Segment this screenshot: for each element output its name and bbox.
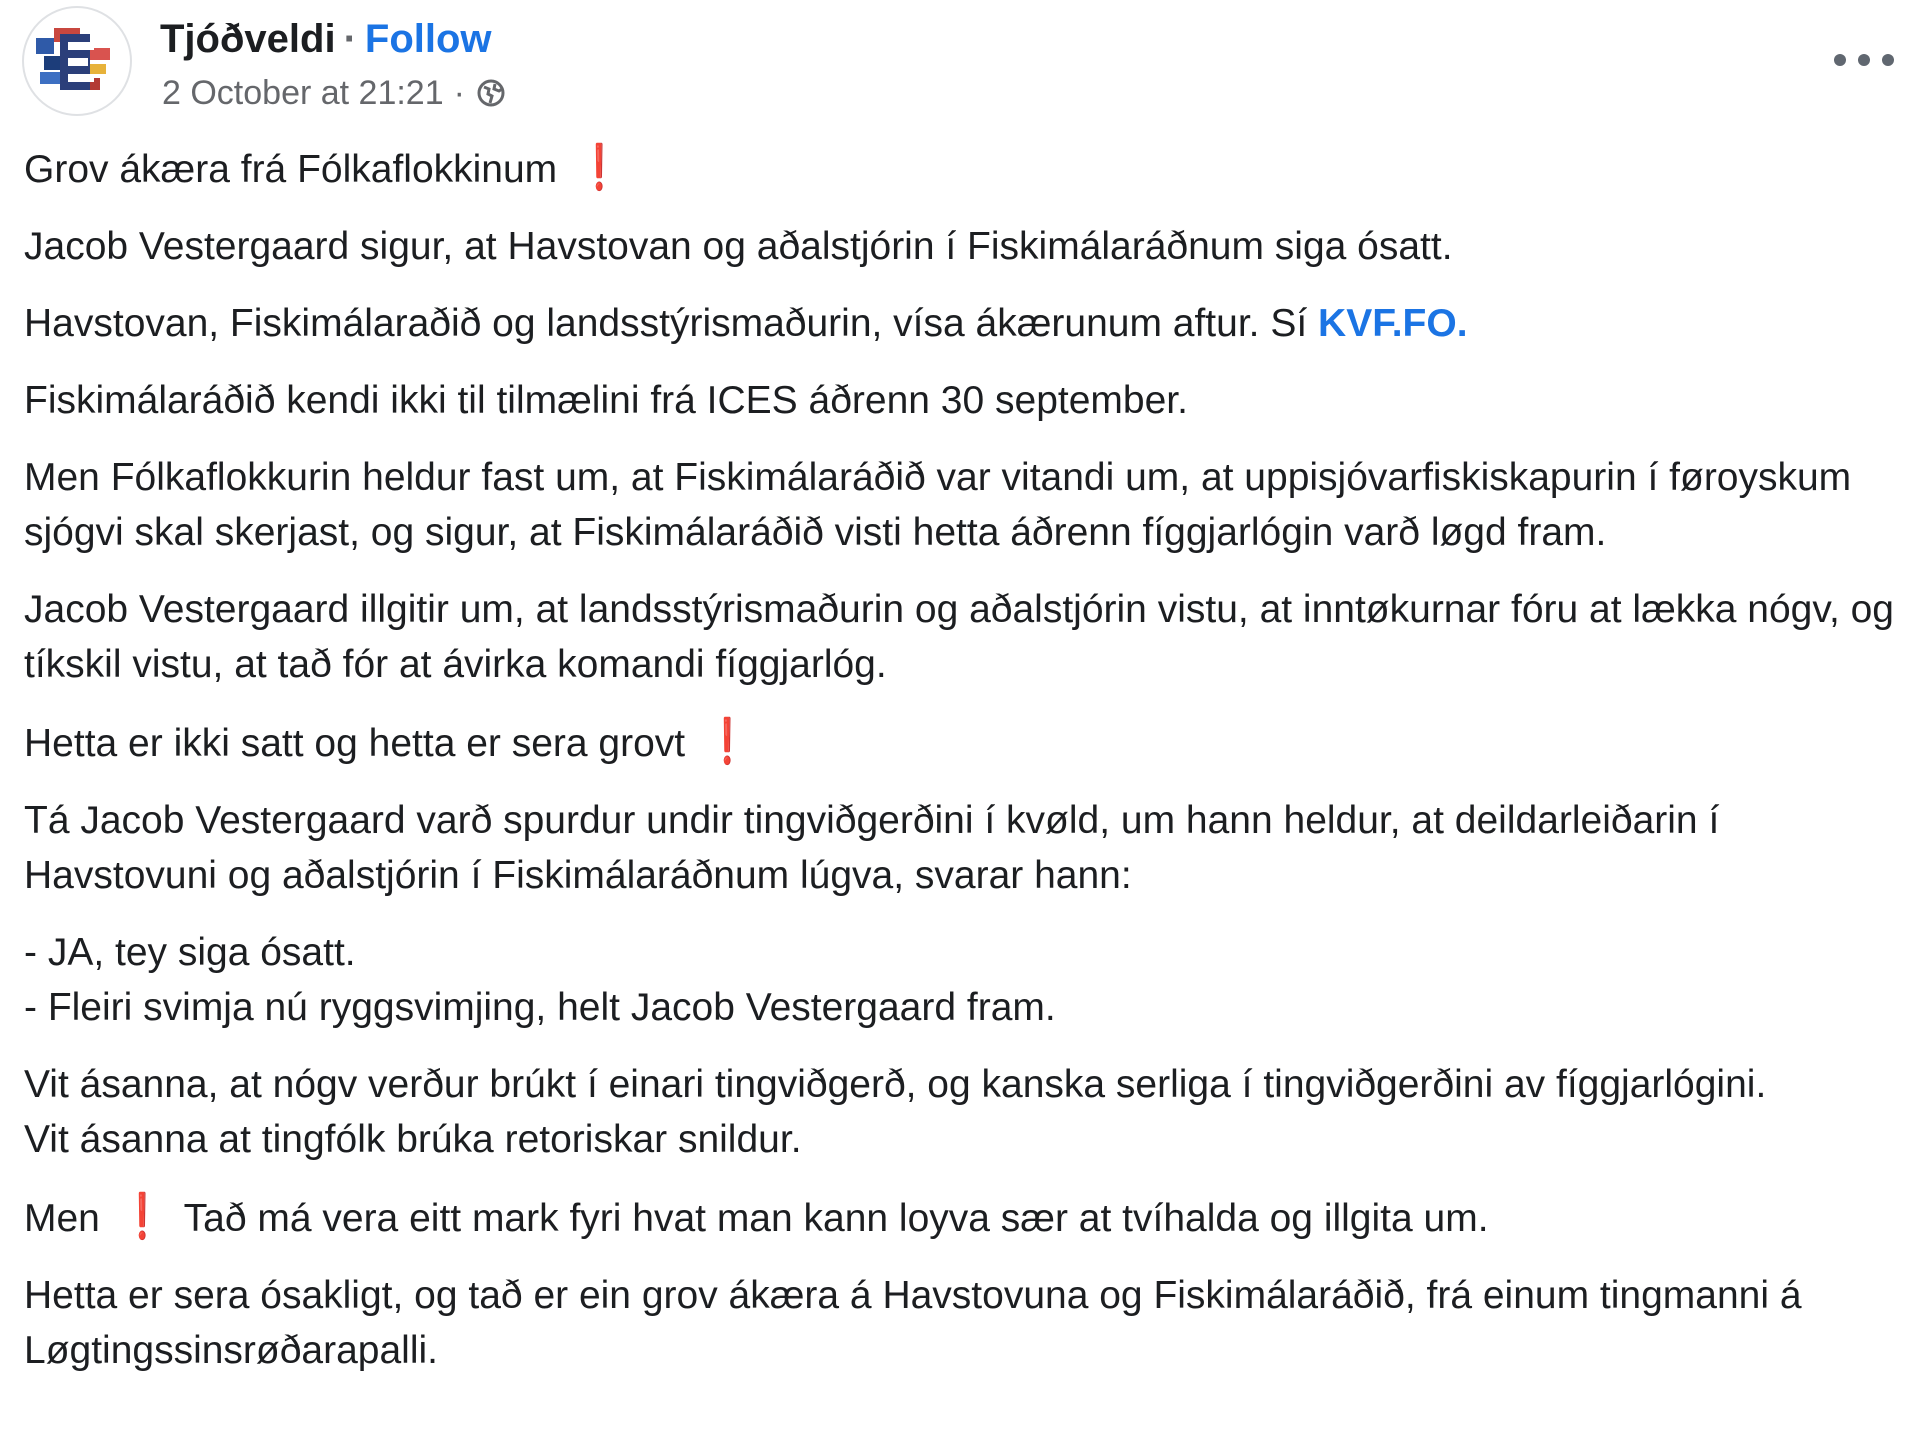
- post-paragraph: Hetta er ikki satt og hetta er sera grovt ❗: [24, 714, 1904, 771]
- post-meta: [162, 72, 507, 114]
- kvf-link[interactable]: KVF.FO.: [1318, 302, 1468, 345]
- post-paragraph: Men Fólkaflokkurin heldur fast um, at Fiskimálaráðið var vitandi um, at uppisjóvarfiskiskapurin í føroyskum sjógvi skal skerjast, og sigur, at Fiskimálaráðið visti hetta áðrenn fíggjarlógin varð løgd fram.: [24, 456, 1852, 554]
- post-body: [24, 140, 1904, 1400]
- meta-separator: ·: [453, 74, 465, 112]
- tjodveldi-logo-icon: [24, 8, 130, 114]
- page-avatar[interactable]: [22, 6, 132, 116]
- post-paragraph: Jacob Vestergaard illgitir um, at landsstýrismaðurin og aðalstjórin vistu, at inntøkurnar fóru at lækka nógv, og tíkskil vistu, at tað fór at ávirka komandi fíggjarlóg.: [24, 588, 1895, 686]
- author-line: [160, 14, 492, 64]
- exclamation-emoji-icon: ❗: [580, 143, 619, 192]
- post-timestamp[interactable]: 2 October at 21:21: [162, 74, 444, 112]
- author-name[interactable]: Tjóðveldi: [160, 17, 336, 61]
- post-paragraph: Fiskimálaráðið kendi ikki til tilmælini frá ICES áðrenn 30 september.: [24, 379, 1188, 422]
- follow-button[interactable]: Follow: [364, 17, 492, 61]
- globe-icon: [475, 77, 507, 109]
- post-paragraph: Jacob Vestergaard sigur, at Havstovan og aðalstjórin í Fiskimálaráðnum siga ósatt.: [24, 225, 1453, 268]
- post-paragraph: Grov ákæra frá Fólkaflokkinum ❗: [24, 140, 1904, 197]
- exclamation-emoji-icon: ❗: [708, 717, 747, 766]
- post-paragraph: Men ❗ Tað má vera eitt mark fyri hvat man kann loyva sær at tvíhalda og illgita um.: [24, 1189, 1904, 1246]
- post-paragraph: Hetta er sera ósakligt, og tað er ein grov ákæra á Havstovuna og Fiskimálaráðið, frá einum tingmanni á Løgtingssinsrøðarapalli.: [24, 1274, 1802, 1372]
- post-paragraph: Tá Jacob Vestergaard varð spurdur undir tingviðgerðini í kvøld, um hann heldur, at deildarleiðarin í Havstovuni og aðalstjórin í Fiskimálaráðnum lúgva, svarar hann:: [24, 799, 1720, 897]
- post-header: [22, 6, 1920, 118]
- more-options-icon[interactable]: [1834, 40, 1894, 80]
- author-separator: ·: [343, 17, 357, 61]
- exclamation-emoji-icon: ❗: [122, 1192, 162, 1241]
- post-paragraph: Vit ásanna, at nógv verður brúkt í einari tingviðgerð, og kanska serliga í tingviðgerðini av fíggjarlógini. Vit ásanna at tingfólk brúka retoriskar snildur.: [24, 1063, 1767, 1161]
- post-paragraph: Havstovan, Fiskimálaraðið og landsstýrismaðurin, vísa ákærunum aftur. Sí KVF.FO.: [24, 302, 1468, 345]
- post-paragraph: - JA, tey siga ósatt. - Fleiri svimja nú ryggsvimjing, helt Jacob Vestergaard fram.: [24, 931, 1056, 1029]
